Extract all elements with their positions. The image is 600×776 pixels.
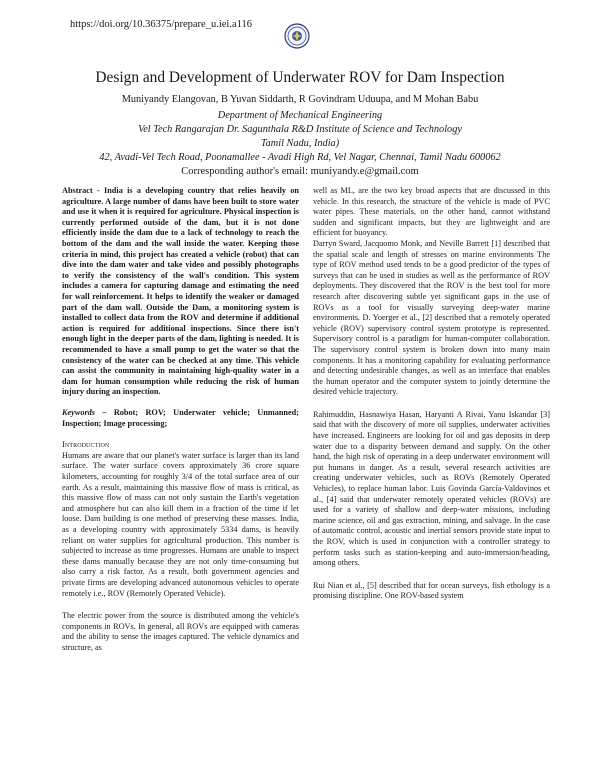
right-column — [313, 186, 550, 602]
keywords — [62, 408, 299, 429]
intro-paragraph-2: The electric power from the source is distributed among the vehicle's components in ROVs. In general, all ROVs are equipped with cameras and the ability to sense the images captured. The vehicle dynamics and structure, as — [62, 611, 299, 652]
body-paragraph-2: Darryn Sward, Jacquomo Monk, and Neville Barrett [1] described that the spatial scale and length of stresses on marine environments The type of ROV method used tends to be a good predictor of the types of surveys that can be used in studies as well as the performance of ROV deployments. They discovered that the ROV is the best tool for more research after discovering subtle yet significant gaps in the use of ROVs as a tool for visually surveying deep-water marine environments. D. Yoerger et al., [2] described that a remotely operated vehicle (ROV) supervisory control system prototype is represented. Supervisory control is a paradigm for human-computer collaboration. The supervisory control system is broken down into many main components. It has a monitoring capability for evaluating performance and detecting undesirable changes, as well as an interface that enables the human operator and the computer system to jointly determine the desired vehicle trajectory. — [313, 238, 550, 397]
affiliation-institute: Vel Tech Rangarajan Dr. Sagunthala R&D Institute of Science and Technology — [138, 124, 462, 135]
body-paragraph-4: Rui Nian et al., [5] described that for ocean surveys, fish ethology is a promising discipline. One ROV-based system — [313, 580, 550, 601]
keywords-list: Robot; ROV; Underwater vehicle; Unmanned; Inspection; Image processing; — [62, 408, 300, 429]
affiliation-region: Tamil Nadu, India) — [260, 138, 340, 149]
body-paragraph-3: Rahimuddin, Hasnawiya Hasan, Haryanti A Rivai, Yanu Iskandar [3] said that with the discovery of more oil supplies, underwater activities have increased. Engineers are looking for oil and gas deposits in deep water due to a disparity between demand and supply. On the other hand, the high risk of operating in a deep underwater environment will put humans in danger. As a result, several research activities are creating underwater vehicles, such as ROVs (Remotely Operated Vehicles), to replace human labor. Luis Govinda García-Valdovinos et al., [4] said that underwater remotely operated vehicles (ROVs) are used for a variety of shallow and deep-water missions, including marine science, oil and gas extraction, mining, and salvage. In the case of automatic control, acoustic and inertial sensors provide state input to the ROV, which is used in conjunction with a controller strategy to perform tasks such as station-keeping and auto-immersion/heading, among others. — [313, 409, 550, 568]
affiliation-address: 42, Avadi-Vel Tech Road, Poonamallee - Avadi High Rd, Vel Nagar, Chennai, Tamil Nadu 600062 — [99, 152, 501, 163]
intro-paragraph-1: Humans are aware that our planet's water surface is larger than its land surface. The water surface covers approximately 36 crore square kilometers, accounting for roughly 3/4 of the total surface area of our earth. As a result, maintaining this massive flow of mass is critical, as this massive flow of mass can not only sustain the Earth's vegetation and atmosphere but can also kill them in a fraction of the time if let loose. Dam building is one method of preserving these masses. India, as a developing country with approximately 5334 dams, is heavily reliant on water supplies for agricultural production. This number is subjected to increase as time progresses. Humans are unable to inspect these dams manually because they are not only time-consuming but also carry a risk factor. As a result, both government agencies and private firms are developing advanced autonomous vehicles to operate remotely i.e., ROV (Remotely Operated Vehicle). — [62, 450, 299, 598]
abstract: Abstract - India is a developing country that relies heavily on agriculture. A large number of dams have been built to store water and use it when it is required for agriculture. Physical inspection is currently performed outside of the dam, but it is not done efficiently inside the dam due to a lack of technology to reach the bottom of the dam and the wall inside the water. Keeping those criteria in mind, this project has created a vehicle (robot) that can dive into the dam water and take video and possibly photographs to verify the consistency of the wall's condition. This system includes a camera for capturing damage and estimating the need for wall reinforcement. It helps to identify the weaker or damaged part of the dam wall. Outside the Dam, a monitoring system is installed to collect data from the ROV and determine if additional action is required for additional inspections. Since there isn't enough light in the deeper parts of the dam, lighting is needed. It is recommended to have a small pump to get the water so that the consistency of the water can be checked at any time. This vehicle can assist the community in maintaining high-quality water in a dam for human consumption while reducing the risk of human injury during an inspection. — [62, 186, 299, 397]
section-heading-introduction: Introduction — [62, 440, 110, 450]
corresponding-email: Corresponding author's email: muniyandy.e@gmail.com — [181, 166, 419, 177]
institute-seal-logo — [284, 23, 310, 49]
keywords-heading: Keywords – — [62, 408, 114, 418]
paper-title: Design and Development of Underwater ROV for Dam Inspection — [95, 69, 505, 86]
author-list: Muniyandy Elangovan, B Yuvan Siddarth, R Govindram Uduupa, and M Mohan Babu — [121, 94, 479, 105]
affiliation-department: Department of Mechanical Engineering — [217, 110, 383, 121]
doi-link[interactable]: https://doi.org/10.36375/prepare_u.iei.a116 — [70, 19, 252, 30]
body-paragraph-1: well as ML, are the two key broad aspects that are discussed in this vehicle. In this research, the structure of the vehicle is made of PVC water pipes. These materials, on the other hand, cannot withstand sudden and significant impacts, but they are lightweight and are efficient for buoyancy. — [313, 186, 550, 238]
left-column — [62, 186, 299, 654]
